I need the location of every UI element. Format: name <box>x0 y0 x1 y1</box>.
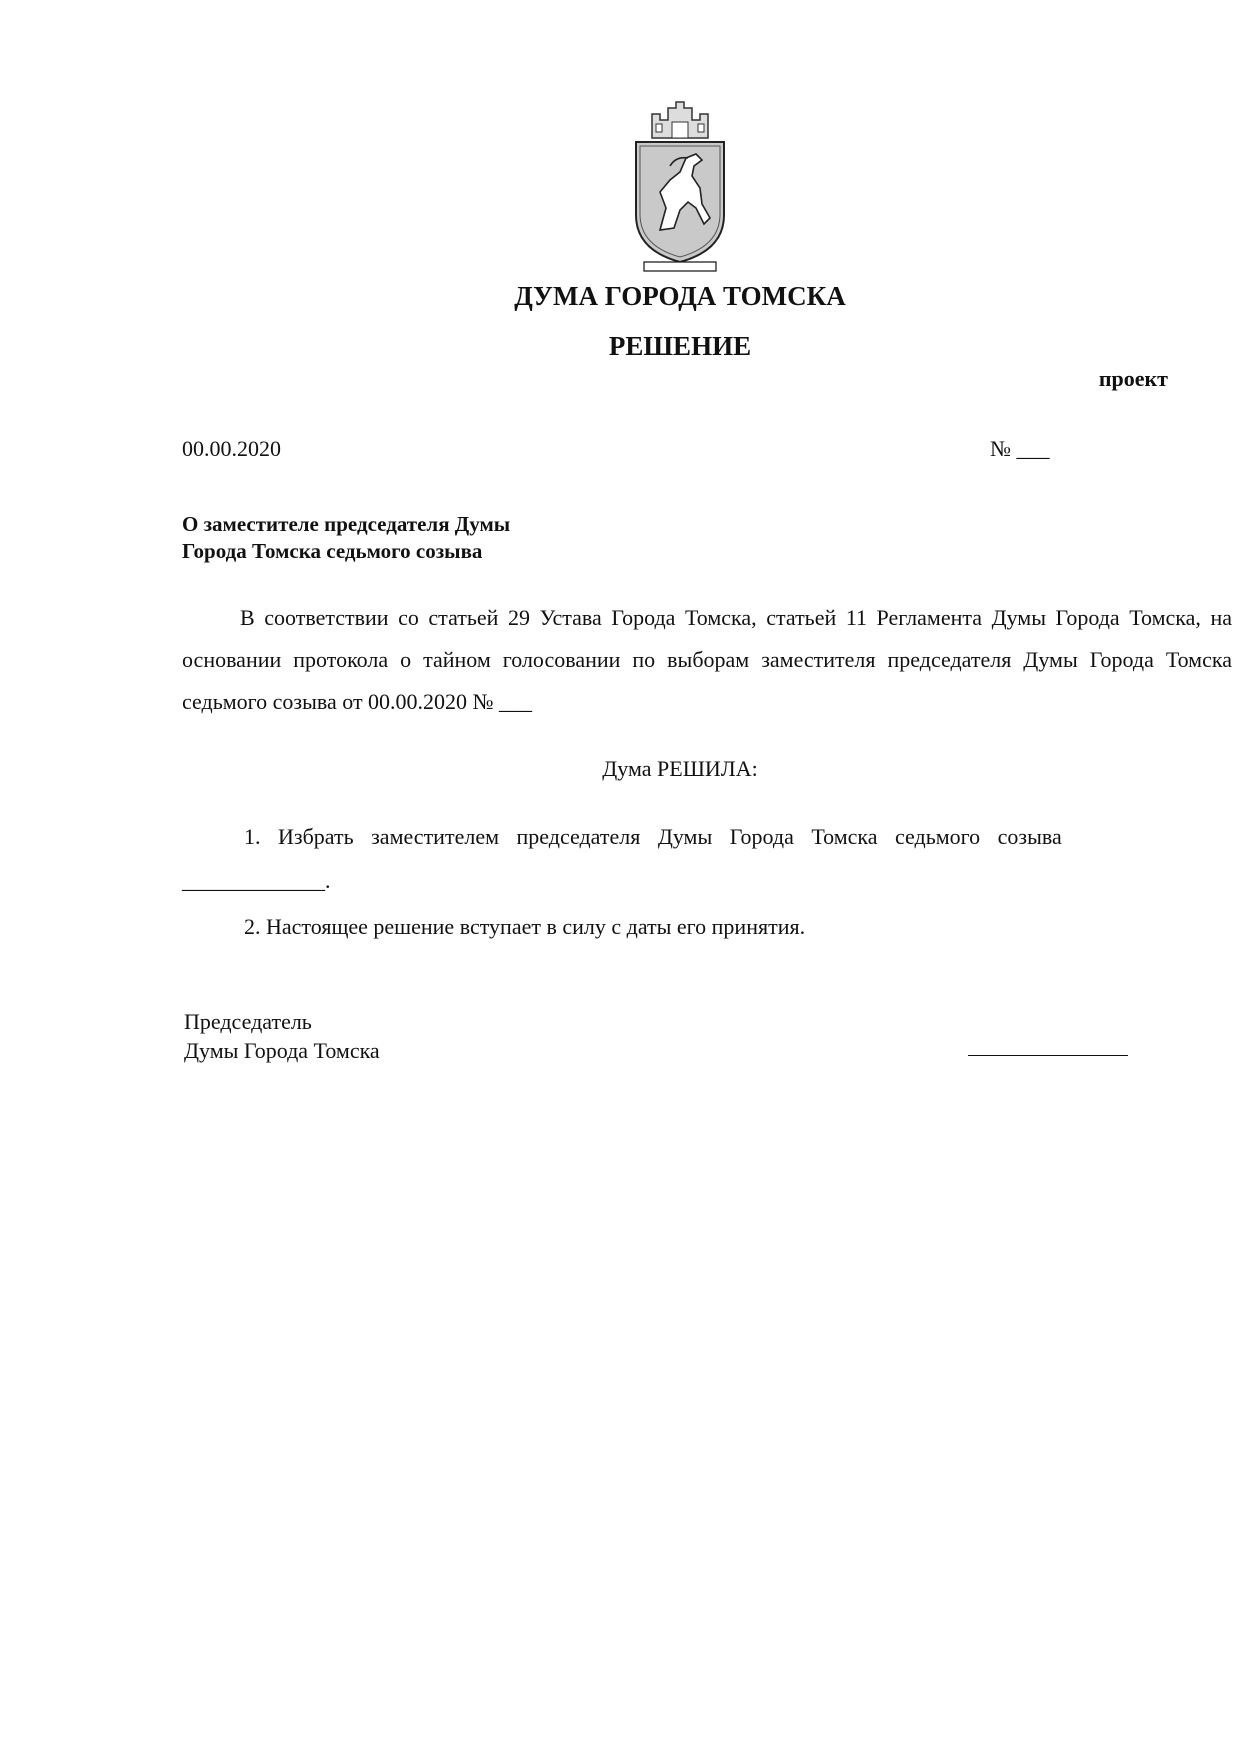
subject-line-1: О заместителе председателя Думы <box>182 512 511 536</box>
signatory-title-line-2: Думы Города Томска <box>184 1038 380 1063</box>
signature-line <box>968 1055 1128 1056</box>
preamble-paragraph: В соответствии со статьей 29 Устава Города Томска, статьей 11 Регламента Думы Города Томска, на основании протокола о тайном голосовании по выборам заместителя председателя Думы Города Томска седьмого созыва от 00.00.2020 № ___ <box>182 605 1232 714</box>
signature-block <box>184 1007 380 1065</box>
document-number: № ___ <box>990 436 1050 461</box>
council-name: ДУМА ГОРОДА ТОМСКА <box>514 281 846 311</box>
document-type: РЕШЕНИЕ <box>608 331 752 361</box>
subject-line-2: Города Томска седьмого созыва <box>182 539 483 563</box>
resolution-item-2: 2. Настоящее решение вступает в силу с даты его принятия. <box>244 914 806 939</box>
resolved-heading: Дума РЕШИЛА: <box>602 756 758 781</box>
document-date: 00.00.2020 <box>182 436 281 461</box>
document-subject <box>182 511 510 565</box>
signatory-title-line-1: Председатель <box>184 1009 312 1034</box>
draft-status: проект <box>1098 366 1168 391</box>
coat-of-arms-icon <box>630 100 730 272</box>
resolution-item-1-blank: _____________. <box>182 868 331 893</box>
city-emblem <box>630 100 730 272</box>
resolution-item-1: 1. Избрать заместителем председателя Думы Города Томска седьмого созыва <box>244 824 1062 849</box>
